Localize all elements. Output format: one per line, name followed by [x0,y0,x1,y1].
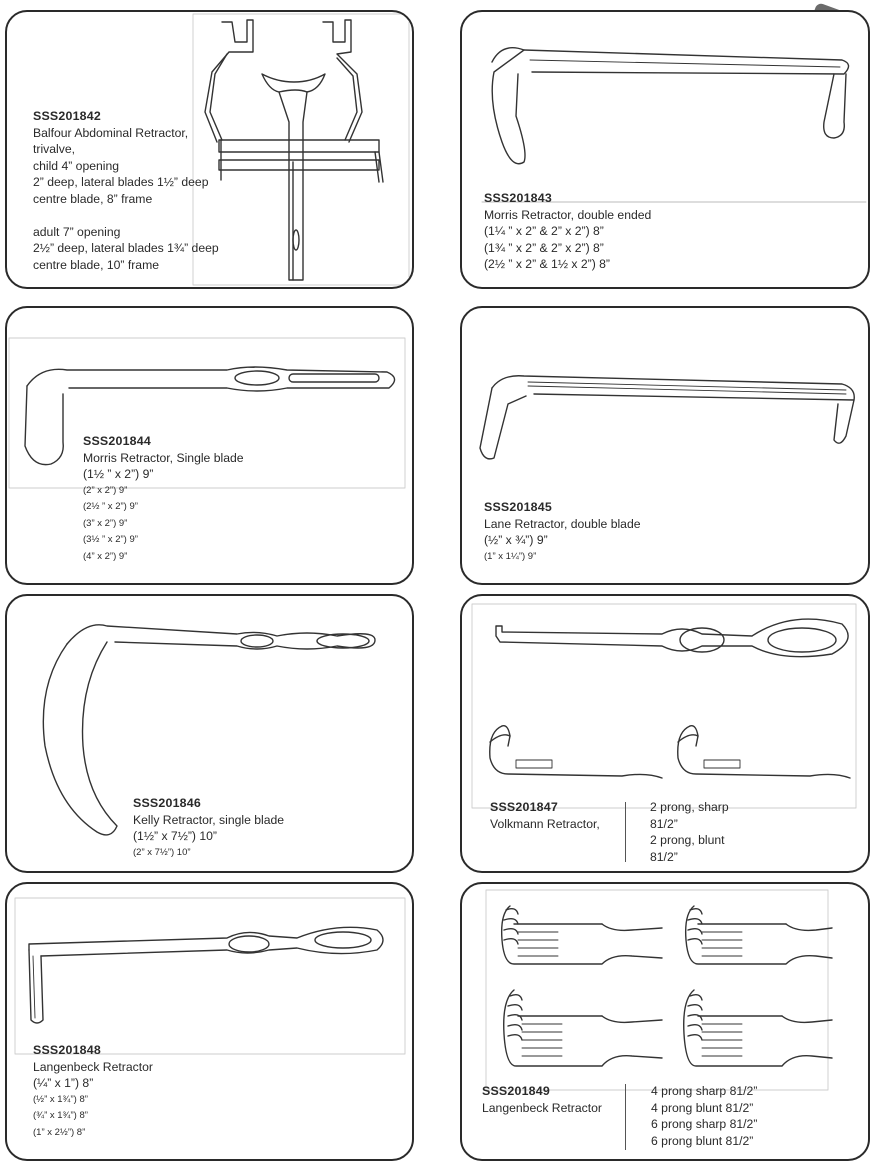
product-code: SSS201844 [83,434,151,448]
product-code: SSS201847 [490,800,558,814]
product-desc-line: (2½ ” x 2” & 1½ x 2”) 8” [484,257,610,271]
product-card-sss201843 [460,10,870,289]
product-code: SSS201848 [33,1043,101,1057]
product-desc-line: centre blade, 10” frame [33,257,160,272]
product-card-sss201849 [460,882,870,1161]
product-desc-line: Balfour Abdominal Retractor, [33,125,189,140]
product-desc-line: 2” deep, lateral blades 1½” deep [33,175,209,189]
product-desc-line: centre blade, 8” frame [33,191,153,206]
product-card-sss201847 [460,594,870,873]
product-card-sss201845 [460,306,870,585]
product-size-line: (2” x 2”) 9” [83,484,128,496]
product-desc-line: child 4” opening [33,158,120,173]
product-size-line: (3” x 2”) 9” [83,517,128,529]
product-size-line: (¾” x 1¾”) 8” [33,1110,88,1121]
product-size-line: (1” x 1¼”) 9” [484,550,537,562]
product-code: SSS201845 [484,500,552,514]
product-card-sss201844 [5,306,414,585]
product-desc-line: Volkmann Retractor, [490,816,600,831]
product-code: SSS201842 [33,109,101,123]
option-line: 2 prong, blunt [650,833,725,847]
product-desc-line: trivalve, [33,142,75,156]
product-size-line: (4” x 2”) 9” [83,550,128,562]
option-line: 2 prong, sharp [650,800,729,814]
product-code: SSS201843 [484,191,552,205]
product-desc-line: adult 7” opening [33,224,121,239]
product-card-sss201846 [5,594,414,873]
product-size-line: (1” x 2½”) 8” [33,1126,86,1138]
option-line: 4 prong sharp 81/2” [651,1084,758,1098]
product-desc-line: 2½” deep, lateral blades 1¾” deep [33,241,219,255]
product-code: SSS201846 [133,796,201,810]
product-size-line: (2” x 7½”) 10” [133,846,191,858]
option-line: 4 prong blunt 81/2” [651,1100,754,1115]
options-divider [625,1084,626,1150]
option-line: 6 prong sharp 81/2” [651,1117,758,1131]
product-desc-line: (1½ ” x 2”) 9” [83,467,154,481]
product-size-line: (3½ ” x 2”) 9” [83,534,138,545]
option-line: 81/2” [650,816,678,831]
product-desc-line: (1¾ ” x 2” & 2” x 2”) 8” [484,240,604,255]
product-desc-line: Kelly Retractor, single blade [133,812,285,827]
product-desc-line: Langenbeck Retractor [33,1059,153,1074]
product-code: SSS201849 [482,1084,550,1098]
option-line: 81/2” [650,849,678,864]
product-desc-line: Morris Retractor, Single blade [83,450,244,465]
product-size-line: (2½ ” x 2”) 9” [83,501,138,512]
product-desc-line: Morris Retractor, double ended [484,207,652,222]
options-divider [625,802,626,862]
product-desc-line [33,207,219,224]
product-desc-line: (1¼ ” x 2” & 2” x 2”) 8” [484,224,604,238]
product-desc-line: (½” x ¾”) 9” [484,533,548,547]
option-line: 6 prong blunt 81/2” [651,1133,754,1148]
product-desc-line: Lane Retractor, double blade [484,516,641,531]
product-desc-line: Langenbeck Retractor [482,1100,602,1115]
product-desc-line: (1½” x 7½”) 10” [133,829,217,843]
product-card-sss201848 [5,882,414,1161]
product-desc-line: (¼” x 1”) 8” [33,1076,94,1090]
product-card-sss201842 [5,10,414,289]
product-size-line: (½” x 1¾”) 8” [33,1093,88,1105]
